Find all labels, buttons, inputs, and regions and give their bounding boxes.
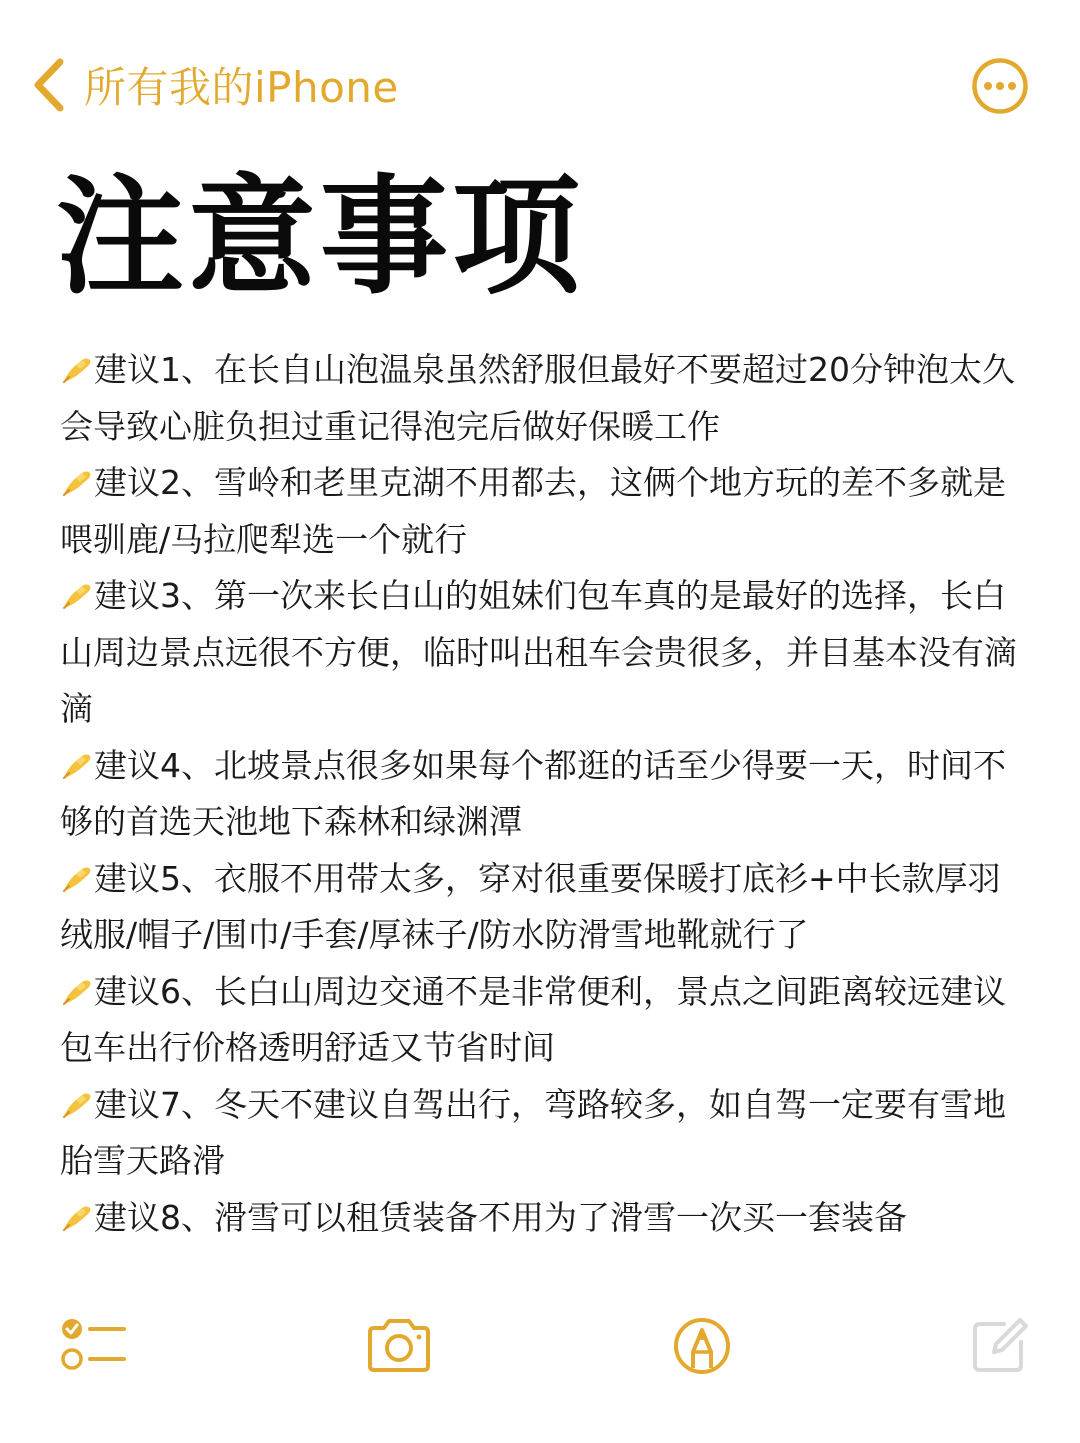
tip-text: 建议6、长白山周边交通不是非常便利，景点之间距离较远建议包车出行价格透明舒适又节省时间 xyxy=(60,971,1006,1067)
bottom-toolbar xyxy=(0,1300,1080,1410)
writing-hand-icon xyxy=(60,352,94,386)
markup-button[interactable] xyxy=(672,1316,732,1376)
tip-paragraph xyxy=(60,738,1025,851)
writing-hand-icon xyxy=(60,1200,94,1234)
tip-paragraph xyxy=(60,342,1025,455)
note-body[interactable] xyxy=(60,342,1025,1246)
tip-paragraph xyxy=(60,568,1025,738)
compose-icon xyxy=(970,1316,1028,1374)
camera-button[interactable] xyxy=(364,1316,434,1374)
tip-paragraph xyxy=(60,964,1025,1077)
tip-text: 建议1、在长自山泡温泉虽然舒服但最好不要超过20分钟泡太久会导致心脏负担过重记得泡完后做好保暖工作 xyxy=(60,350,1015,446)
tip-paragraph xyxy=(60,455,1025,568)
tip-text: 建议3、第一次来长白山的姐妹们包车真的是最好的选择，长白山周边景点远很不方便，临时叫出租车会贵很多，并目基本没有滴滴 xyxy=(60,576,1017,728)
camera-icon xyxy=(364,1316,434,1374)
writing-hand-icon xyxy=(60,974,94,1008)
tip-paragraph xyxy=(60,851,1025,964)
tip-text: 建议8、滑雪可以租赁装备不用为了滑雪一次买一套装备 xyxy=(94,1197,907,1237)
tip-paragraph xyxy=(60,1077,1025,1190)
tip-paragraph xyxy=(60,1190,1025,1247)
tip-text: 建议5、衣服不用带太多，穿对很重要保暖打底衫+中长款厚羽绒服/帽子/围巾/手套/厚袜子/防水防滑雪地靴就行了 xyxy=(60,858,1001,954)
writing-hand-icon xyxy=(60,1087,94,1121)
tip-text: 建议7、冬天不建议自驾出行，弯路较多，如自驾一定要有雪地胎雪天路滑 xyxy=(60,1084,1006,1180)
more-options-button[interactable] xyxy=(971,57,1029,115)
note-title: 注意事项 xyxy=(56,163,585,312)
writing-hand-icon xyxy=(60,578,94,612)
checklist-icon xyxy=(60,1316,126,1372)
writing-hand-icon xyxy=(60,748,94,782)
ellipsis-circle-icon xyxy=(971,57,1029,115)
writing-hand-icon xyxy=(60,465,94,499)
markup-pen-icon xyxy=(672,1316,732,1376)
writing-hand-icon xyxy=(60,861,94,895)
tip-text: 建议2、雪岭和老里克湖不用都去，这俩个地方玩的差不多就是喂驯鹿/马拉爬犁选一个就行 xyxy=(60,463,1006,559)
back-button-label: 所有我的iPhone xyxy=(84,63,399,112)
back-button[interactable] xyxy=(30,52,399,118)
chevron-left-icon xyxy=(30,52,70,118)
tip-text: 建议4、北坡景点很多如果每个都逛的话至少得要一天，时间不够的首选天池地下森林和绿渊潭 xyxy=(60,745,1006,841)
navigation-bar xyxy=(0,0,1080,170)
compose-button[interactable] xyxy=(970,1316,1028,1374)
checklist-button[interactable] xyxy=(60,1316,126,1372)
